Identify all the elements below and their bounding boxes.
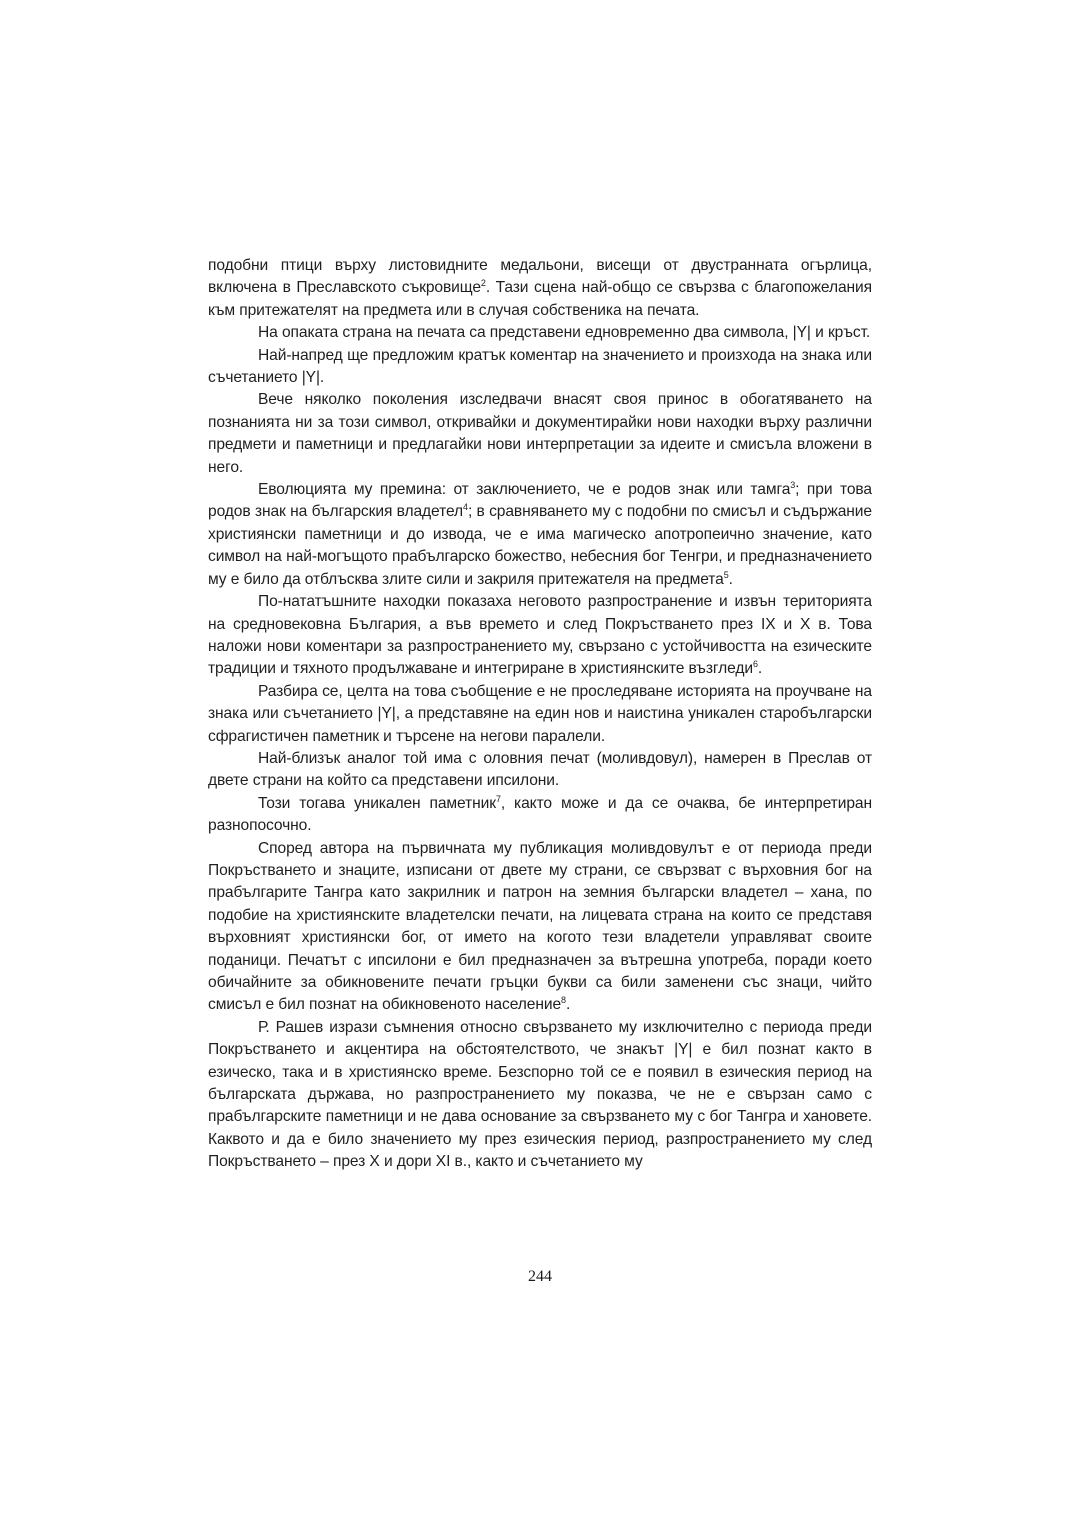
paragraph bbox=[208, 838, 872, 1017]
paragraph bbox=[208, 389, 872, 479]
paragraph-text: Най-напред ще предложим кратък коментар на значението и произхода на знака или съчетанието |Y|. bbox=[208, 346, 872, 387]
paragraph bbox=[208, 345, 872, 390]
footnote-ref: 3 bbox=[790, 480, 796, 491]
paragraph-text: Най-близък аналог той има с оловния печат (моливдовул), намерен в Преслав от двете страни на който са представени ипсилони. bbox=[208, 749, 872, 790]
paragraph-text: Вече няколко поколения изследвачи внасят своя принос в обогатяването на познанията ни за този символ, откривайки и документирайки нови находки върху различни предмети и паметници и предлагайки нови интерпретации за идеите и смисъла вложени в него. bbox=[208, 391, 872, 476]
paragraph bbox=[208, 748, 872, 793]
paragraph bbox=[208, 255, 872, 322]
paragraph-text: . Тази сцена най-общо се свързва с благопожелания към притежателят на предмета или в случая собственика на печата. bbox=[208, 279, 872, 319]
body-text bbox=[208, 255, 872, 1174]
paragraph-text: ; при това родов знак на българския владетел bbox=[208, 481, 872, 521]
paragraph bbox=[208, 1017, 872, 1174]
footnote-ref: 4 bbox=[463, 502, 468, 513]
paragraph-text: подобни птици върху листовидните медальони, висещи от двустранната огърлица, включена в Преславското съкровище bbox=[208, 257, 872, 297]
footnote-ref: 5 bbox=[723, 569, 729, 580]
paragraph-text: Р. Рашев изрази съмнения относно свързването му изключително с периода преди Покръстването и акцентира на обстоятелството, че знакът |Y| е бил познат както в езическо, така и в християнско време. Безспорно той се е появил в езическия период на българската държава, но разпространението му показва, че не е свързан само с прабългарските паметници и не дава основание за свързването му с бог Тангра и хановете. Каквото и да е било значението му през езическия период, разпространението му след Покръстването – през X и дори XI в., както и съчетанието му bbox=[208, 1018, 872, 1171]
paragraph-text: ; в сравняването му с подобни по смисъл и съдържание християнски паметници и до извода, че е има магическо апотропеично значение, като символ на най-могъщото прабългарско божество, небесния бог Тенгри, и предназначението му е било да отблъсква злите сили и закриля притежателя на предмета bbox=[208, 503, 872, 588]
paragraph bbox=[208, 793, 872, 838]
paragraph-text: . bbox=[565, 996, 571, 1014]
paragraph bbox=[208, 681, 872, 748]
paragraph-text: . bbox=[757, 660, 763, 678]
paragraph-text: По-нататъшните находки показаха неговото разпространение и извън територията на средновековна България, а във времето и след Покръстването през IX и X в. Това наложи нови коментари за разпространението му, свързано с устойчивостта на езическите традиции и тяхното продължаване и интегриране в християнските възгледи bbox=[208, 593, 872, 678]
paragraph bbox=[208, 479, 872, 591]
paragraph bbox=[208, 591, 872, 681]
paragraph-text: На опаката страна на печата са представени едновременно два символа, |Y| и кръст. bbox=[258, 324, 871, 342]
paragraph-text: , както може и да се очаква, бе интерпретиран разнопосочно. bbox=[208, 794, 872, 835]
paragraph-text: Разбира се, целта на това съобщение е не проследяване историята на проучване на знака или съчетанието |Y|, а представяне на един нов и наистина уникален старобългарски сфрагистичен паметник и търсене на негови паралели. bbox=[208, 682, 872, 745]
paragraph-text: Според автора на първичната му публикация моливдовулът е от периода преди Покръстването и знаците, изписани от двете му страни, се свързват с върховния бог на прабългарите Тангра като закрилник и патрон на земния български владетел – хана, по подобие на християнските владетелски печати, на лицевата страна на които се представя върховният християнски бог, от името на когото тези владетели управляват своите поданици. Печатът с ипсилони е бил предназначен за вътрешна употреба, поради което обичайните за обикновените печати гръцки букви са били заменени със знаци, чийто смисъл е бил познат на обикновеното население bbox=[208, 839, 872, 1014]
footnote-ref: 6 bbox=[752, 659, 758, 670]
paragraph-text: . bbox=[728, 570, 733, 588]
footnote-ref: 8 bbox=[561, 995, 566, 1006]
paragraph-text: Еволюцията му премина: от заключението, че е родов знак или тамга bbox=[258, 481, 791, 499]
paragraph bbox=[208, 322, 872, 344]
footnote-ref: 7 bbox=[495, 793, 501, 804]
footnote-ref: 2 bbox=[480, 278, 486, 289]
page-number: 244 bbox=[528, 1268, 552, 1285]
paragraph-text: Този тогава уникален паметник bbox=[258, 794, 496, 812]
